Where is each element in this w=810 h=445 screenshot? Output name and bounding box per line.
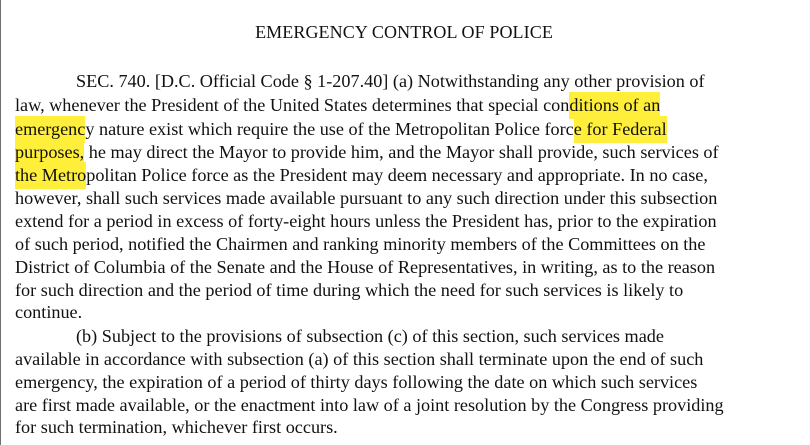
text-line — [15, 141, 719, 163]
text-line — [76, 70, 705, 92]
text-segment: politan Police force as the President may deem necessary and appropriate. In no case, — [86, 165, 708, 185]
highlighted-text: ditions of an — [569, 92, 660, 119]
text-line: are first made available, or the enactment into law of a joint resolution by the Congress providing — [15, 395, 724, 415]
text-line: emergency, the expiration of a period of thirty days following the date on which such services — [15, 372, 698, 392]
text-segment: law, whenever the President of the United States determines that special con — [15, 95, 570, 115]
text-line: of such period, notified the Chairmen and ranking minority members of the Committees on the — [15, 234, 706, 254]
text-line: available in accordance with subsection (a) of this section shall terminate upon the end of such — [15, 349, 704, 369]
text-line — [15, 164, 708, 186]
section-title: EMERGENCY CONTROL OF POLICE — [255, 22, 553, 42]
text-line: District of Columbia of the Senate and the House of Representatives, in writing, as to the reason — [15, 257, 716, 277]
text-line: however, shall such services made available pursuant to any such direction under this subsection — [15, 188, 718, 208]
text-segment: SEC. 740. [D.C. Official Code § 1-207.40] (a) Notwithstanding any other provision of — [76, 71, 705, 91]
highlighted-text: e for Federal — [574, 116, 667, 143]
highlighted-text: purposes, — [15, 139, 84, 166]
highlighted-text: the Metro — [15, 162, 86, 189]
text-line: extend for a period in excess of forty-eight hours unless the President has, prior to the expiration — [15, 211, 717, 231]
text-line: (b) Subject to the provisions of subsection (c) of this section, such services made — [76, 326, 664, 346]
text-line — [15, 94, 660, 116]
text-line: continue. — [15, 302, 83, 322]
text-line: for such direction and the period of time during which the need for such services is likely to — [15, 280, 684, 300]
text-segment: y nature exist which require the use of the Metropolitan Police forc — [85, 119, 574, 139]
text-line — [15, 118, 667, 140]
text-segment: he may direct the Mayor to provide him, and the Mayor shall provide, such services of — [84, 142, 719, 162]
text-line: for such termination, whichever first occurs. — [15, 417, 338, 437]
highlighted-text: emergenc — [15, 116, 85, 143]
